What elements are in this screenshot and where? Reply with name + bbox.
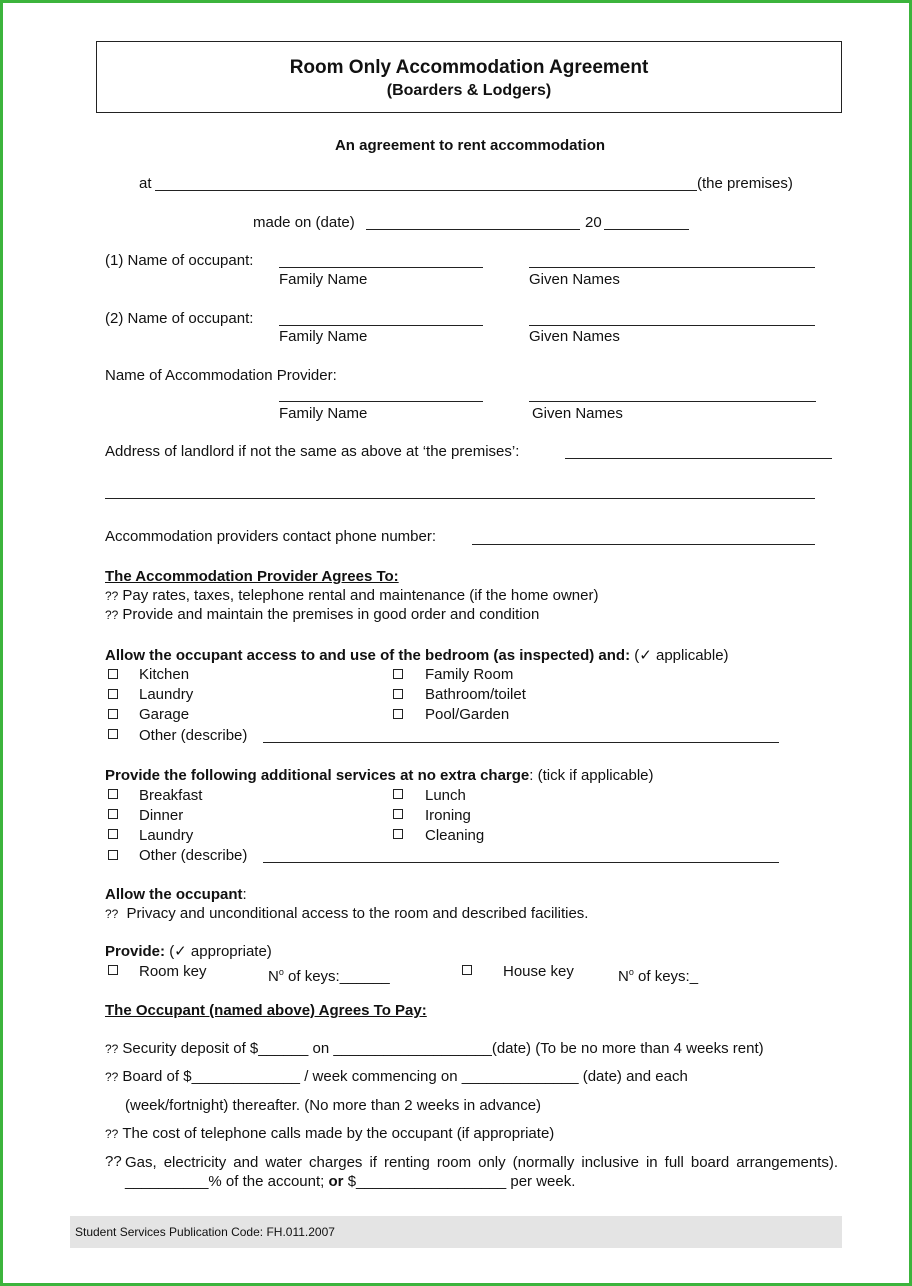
- access-bathroom-label: Bathroom/toilet: [425, 686, 526, 703]
- provide-heading-text: Provide:: [105, 943, 166, 960]
- occupant1-family-name-field[interactable]: [279, 267, 483, 268]
- occupant2-family-name-caption: Family Name: [279, 328, 368, 345]
- publication-code: Student Services Publication Code: FH.011.2007: [75, 1225, 335, 1239]
- bullet-icon: ??: [105, 907, 119, 921]
- provider-label: Name of Accommodation Provider:: [105, 367, 337, 384]
- document-subtitle: (Boarders & Lodgers): [386, 82, 552, 99]
- board-item: [105, 1068, 688, 1086]
- document-title: Room Only Accommodation Agreement: [289, 57, 649, 78]
- keys-label-n: N: [268, 968, 279, 985]
- checkbox-services-laundry[interactable]: [108, 829, 118, 839]
- occupant-pays-heading: The Occupant (named above) Agrees To Pay:: [105, 1002, 427, 1019]
- checkbox-house-key[interactable]: [462, 965, 472, 975]
- bullet-icon: ??: [105, 589, 119, 603]
- occupant2-family-name-field[interactable]: [279, 325, 483, 326]
- year-label: 20: [585, 214, 602, 231]
- provider-given-names-field[interactable]: [529, 401, 816, 402]
- address-label: Address of landlord if not the same as above at ‘the premises’:: [105, 443, 520, 460]
- checkbox-ironing[interactable]: [393, 809, 403, 819]
- occupant1-family-name-caption: Family Name: [279, 271, 368, 288]
- at-label: at: [139, 175, 152, 192]
- gas-or: or: [328, 1173, 344, 1190]
- occupant2-given-names-field[interactable]: [529, 325, 815, 326]
- access-heading-text: Allow the occupant access to and use of the bedroom (as inspected) and:: [105, 647, 631, 664]
- services-other-label: Other (describe): [139, 847, 248, 864]
- year-field[interactable]: [604, 229, 689, 230]
- access-other-label: Other (describe): [139, 727, 248, 744]
- agreement-heading: An agreement to rent accommodation: [334, 137, 606, 154]
- bullet-icon: ??: [105, 1070, 119, 1084]
- house-keys-count: [618, 963, 698, 986]
- access-heading: [105, 647, 729, 665]
- house-key-label: House key: [503, 963, 574, 980]
- keys-label-sup-2: o: [628, 967, 634, 977]
- access-pool-garden-label: Pool/Garden: [425, 706, 510, 723]
- security-deposit-text: Security deposit of $______ on ___________________(date) (To be no more than 4 weeks rent): [122, 1040, 764, 1057]
- checkbox-family-room[interactable]: [393, 669, 403, 679]
- house-keys-rest: of keys:_: [633, 968, 699, 985]
- board-text: Board of $_____________ / week commencing on ______________ (date) and each: [122, 1068, 688, 1085]
- title-box: [96, 41, 842, 113]
- gas-item: [125, 1153, 838, 1191]
- occupant1-given-names-field[interactable]: [529, 267, 815, 268]
- allow-item-text: Privacy and unconditional access to the room and described facilities.: [126, 905, 589, 922]
- services-ironing-label: Ironing: [425, 807, 471, 824]
- checkbox-bathroom[interactable]: [393, 689, 403, 699]
- services-laundry-label: Laundry: [139, 827, 194, 844]
- provider-agrees-heading: The Accommodation Provider Agrees To:: [105, 568, 399, 585]
- keys-label-n-2: N: [618, 968, 629, 985]
- made-on-label: made on (date): [253, 214, 355, 231]
- date-field[interactable]: [366, 229, 580, 230]
- services-dinner-label: Dinner: [139, 807, 184, 824]
- provide-heading: [105, 943, 272, 961]
- checkbox-lunch[interactable]: [393, 789, 403, 799]
- provider-agrees-item-1: [105, 587, 598, 605]
- occupant2-given-names-caption: Given Names: [529, 328, 620, 345]
- checkbox-pool-garden[interactable]: [393, 709, 403, 719]
- checkbox-room-key[interactable]: [108, 965, 118, 975]
- room-keys-rest: of keys:______: [283, 968, 390, 985]
- access-garage-label: Garage: [139, 706, 190, 723]
- allow-heading: [105, 886, 247, 904]
- security-deposit-item: [105, 1040, 764, 1058]
- provider-agrees-item-1-text: Pay rates, taxes, telephone rental and maintenance (if the home owner): [122, 587, 599, 604]
- checkbox-access-other[interactable]: [108, 729, 118, 739]
- room-key-label: Room key: [139, 963, 207, 980]
- provider-agrees-item-2-text: Provide and maintain the premises in good order and condition: [122, 606, 540, 623]
- room-keys-count: [268, 963, 390, 986]
- telephone-text: The cost of telephone calls made by the occupant (if appropriate): [122, 1125, 555, 1142]
- services-heading: [105, 767, 654, 785]
- address-field[interactable]: [565, 458, 832, 459]
- occupant1-given-names-caption: Given Names: [529, 271, 620, 288]
- checkbox-laundry[interactable]: [108, 689, 118, 699]
- access-note: (✓ applicable): [634, 647, 729, 664]
- premises-label: (the premises): [697, 175, 793, 192]
- phone-field[interactable]: [472, 544, 815, 545]
- services-heading-text: Provide the following additional services at no extra charge: [105, 767, 530, 784]
- checkbox-dinner[interactable]: [108, 809, 118, 819]
- board-continuation: (week/fortnight) thereafter. (No more than 2 weeks in advance): [125, 1097, 542, 1114]
- premises-field[interactable]: [155, 190, 697, 191]
- access-family-room-label: Family Room: [425, 666, 514, 683]
- checkbox-kitchen[interactable]: [108, 669, 118, 679]
- provider-family-name-caption: Family Name: [279, 405, 368, 422]
- bullet-icon: ??: [105, 608, 119, 622]
- access-laundry-label: Laundry: [139, 686, 194, 703]
- checkbox-services-other[interactable]: [108, 850, 118, 860]
- occupant2-label: (2) Name of occupant:: [105, 310, 254, 327]
- provider-agrees-item-2: [105, 606, 539, 624]
- gas-text-b: $__________________ per week.: [347, 1173, 576, 1190]
- access-other-field[interactable]: [263, 742, 779, 743]
- services-breakfast-label: Breakfast: [139, 787, 203, 804]
- checkbox-cleaning[interactable]: [393, 829, 403, 839]
- bullet-icon: ??: [105, 1127, 119, 1141]
- access-kitchen-label: Kitchen: [139, 666, 190, 683]
- footer-bar: [70, 1216, 842, 1248]
- allow-heading-colon: :: [242, 886, 247, 903]
- services-note: : (tick if applicable): [529, 767, 654, 784]
- occupant1-label: (1) Name of occupant:: [105, 252, 254, 269]
- gas-text-a: Gas, electricity and water charges if renting room only (normally inclusive in full board arrangements). __________% of the account;: [125, 1154, 838, 1190]
- provide-note: (✓ appropriate): [169, 943, 272, 960]
- services-other-field[interactable]: [263, 862, 779, 863]
- keys-label-sup: o: [278, 967, 284, 977]
- phone-label: Accommodation providers contact phone number:: [105, 528, 437, 545]
- address-field-line2[interactable]: [105, 498, 815, 499]
- telephone-item: [105, 1125, 554, 1143]
- allow-heading-text: Allow the occupant: [105, 886, 243, 903]
- allow-item: [105, 905, 588, 923]
- checkbox-garage[interactable]: [108, 709, 118, 719]
- bullet-icon: ??: [105, 1042, 119, 1056]
- provider-family-name-field[interactable]: [279, 401, 483, 402]
- services-cleaning-label: Cleaning: [425, 827, 485, 844]
- services-lunch-label: Lunch: [425, 787, 466, 804]
- gas-bullet: ??: [105, 1153, 122, 1170]
- provider-given-names-caption: Given Names: [532, 405, 623, 422]
- checkbox-breakfast[interactable]: [108, 789, 118, 799]
